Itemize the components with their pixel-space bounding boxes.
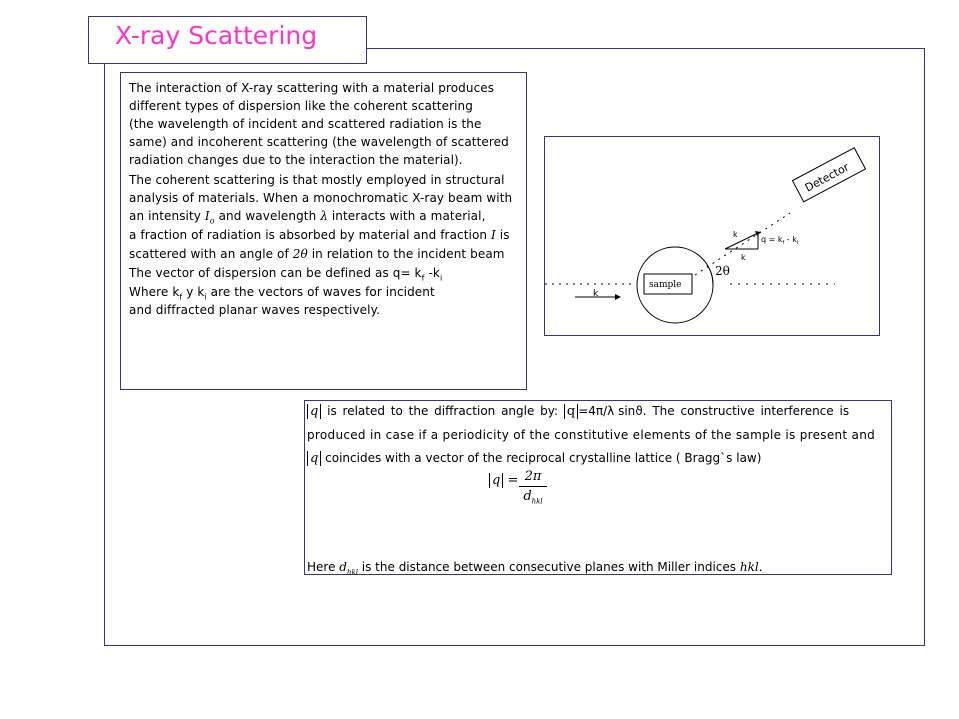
q-relation-label: $q = k_f - k_i$ [761,235,799,246]
lambda-symbol: λ [320,209,328,223]
small-k-label: k [741,253,746,262]
scattered-k-label: k [733,230,738,239]
text-line: radiation changes due to the interaction the material). [129,153,463,167]
intensity-subscript: o [209,216,215,226]
q-relation: =4π/λ sinϑ [578,404,643,418]
text-line: The interaction of X-ray scattering with a material produces [129,81,495,95]
formula-denominator: $d_{hkl}$ [523,489,543,506]
scattered-beam-line [695,213,790,275]
formula-numerator: 2π [519,469,547,487]
scattering-diagram [544,136,880,336]
text-fragment: The vector of dispersion can be defined as q= k [129,266,422,280]
text-fragment: an intensity [129,209,205,223]
text-fragment: . [758,560,763,574]
text-line: different types of dispersion like the coherent scattering [129,99,473,113]
text-fragment: a fraction of radiation is absorbed by material and fraction [129,228,492,242]
text-line [129,266,442,282]
incident-k-label: k [593,289,599,299]
scattered-k-vector [725,233,758,249]
text-fragment: is [495,228,510,242]
q-line-3 [307,451,761,466]
intensity-symbol: I [204,209,210,223]
text-line [129,228,510,242]
text-fragment: is the distance between consecutive planes with Miller indices [357,560,740,574]
angle-label: 2θ [715,264,730,278]
text-fragment: and wavelength [214,209,321,223]
title-box [88,16,367,64]
q-relation-box [304,400,892,575]
text-fragment: scattered with an angle of [129,247,293,261]
slide-title: X-ray Scattering [115,21,318,50]
text-line: same) and incoherent scattering (the wavelength of scattered [129,135,509,149]
intro-text-box [120,72,527,390]
sample-label: sample [649,280,682,290]
subscript: f [421,273,425,283]
text-fragment: interacts with a material, [327,209,486,223]
subscript: i [204,292,207,302]
formula-q-abs: q [489,473,503,488]
incident-k-arrowhead [615,294,621,300]
intensity-symbol: I [491,228,496,242]
angle-symbol: 2θ [292,247,308,261]
q-line-1 [307,404,849,419]
detector [792,148,865,202]
text-fragment: are the vectors of waves for incident [206,285,435,299]
q-abs-symbol: q [307,404,321,419]
text-line [129,285,435,301]
text-fragment: in relation to the incident beam [307,247,505,261]
subscript: f [179,292,183,302]
q-line-2: produced in case if a periodicity of the constitutive elements of the sample is present and [307,428,876,442]
d-subscript: hkl [346,568,358,577]
text-line: analysis of materials. When a monochromatic X-ray beam with [129,191,513,205]
text-line: The coherent scattering is that mostly employed in structural [129,173,505,187]
q-note [307,560,763,576]
q-abs-symbol: q [564,404,578,419]
text-line [129,209,485,225]
text-fragment: y k [182,285,205,299]
text-fragment: coincides with a vector of the reciprocal crystalline lattice ( Bragg`s law) [321,451,762,465]
formula-equals: = [507,473,519,488]
q-abs-symbol: q [307,451,321,466]
text-fragment: -k [424,266,440,280]
bragg-formula [489,469,543,506]
formula-fraction [519,469,547,506]
subscript: i [439,273,443,283]
detector-label: Detector [802,160,852,195]
text-fragment: Here [307,560,340,574]
text-line [129,247,505,261]
text-line: (the wavelength of incident and scattered radiation is the [129,117,482,131]
text-fragment: . The constructive interference is [642,404,850,418]
diagram-svg [545,137,881,337]
text-line: and diffracted planar waves respectively. [129,303,380,317]
hkl-symbol: hkl [739,560,759,574]
d-symbol: d [339,560,347,574]
text-fragment: Where k [129,285,180,299]
text-fragment: is related to the diffraction angle by: [321,404,564,418]
